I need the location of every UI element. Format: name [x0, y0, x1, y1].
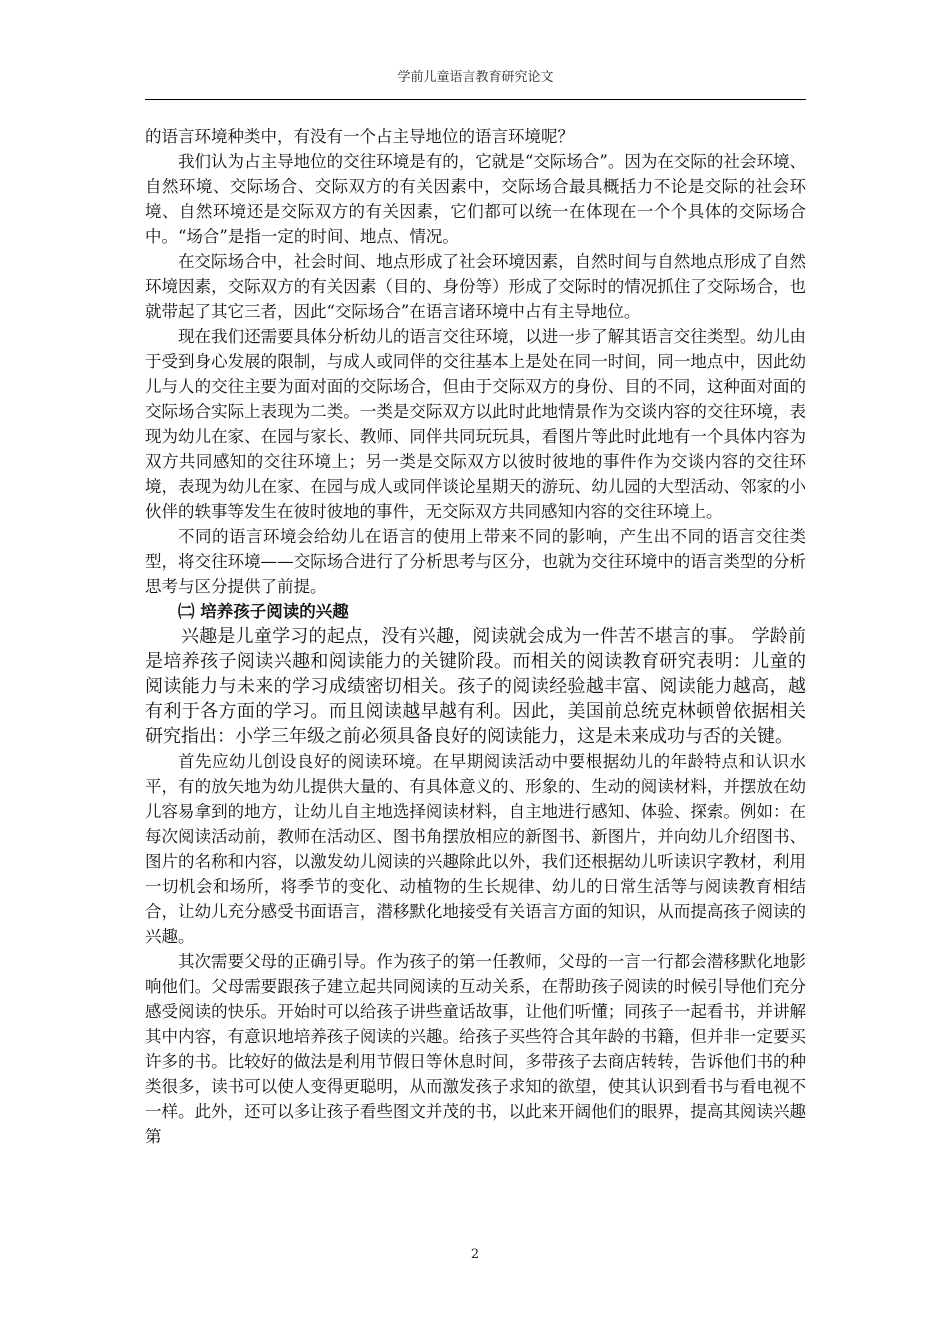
paragraph: 不同的语言环境会给幼儿在语言的使用上带来不同的影响，产生出不同的语言交往类型，将交往环境——交际场合进行了分析思考与区分，也就为交往环境中的语言类型的分析思考与区分提供了前提。: [145, 527, 806, 596]
paragraph: 我们认为占主导地位的交往环境是有的，它就是“交际场合”。因为在交际的社会环境、自然环境、交际场合、交际双方的有关因素中，交际场合最具概括力不论是交际的社会环境、自然环境还是交际双方的有关因素，它们都可以统一在体现在一个个具体的交际场合中。“场合”是指一定的时间、地点、情况。: [145, 152, 806, 246]
paragraph: 在交际场合中，社会时间、地点形成了社会环境因素，自然时间与自然地点形成了自然环境因素，交际双方的有关因素（目的、身份等）形成了交际时的情况抓住了交际场合，也就带起了其它三者，因此“交际场合”在语言诸环境中占有主导地位。: [145, 252, 806, 321]
paragraph: 的语言环境种类中，有没有一个占主导地位的语言环境呢？: [145, 127, 574, 146]
page-header: 学前儿童语言教育研究论文: [397, 70, 554, 85]
header-divider: [145, 99, 806, 100]
paragraph: 兴趣是儿童学习的起点，没有兴趣，阅读就会成为一件苦不堪言的事。 学龄前是培养孩子阅读兴趣和阅读能力的关键阶段。而相关的阅读教育研究表明：儿童的阅读能力与未来的学习成绩密切相关。孩子的阅读经验越丰富、阅读能力越高，越有利于各方面的学习。而且阅读越早越有利。因此，美国前总统克林顿曾依据相关研究指出：小学三年级之前必须具备良好的阅读能力，这是未来成功与否的关键。: [145, 626, 806, 747]
document-body: [145, 124, 806, 1149]
page-number: 2: [470, 1247, 480, 1262]
section-heading: ㈡ 培养孩子阅读的兴趣: [178, 602, 349, 621]
paragraph: 现在我们还需要具体分析幼儿的语言交往环境，以进一步了解其语言交往类型。幼儿由于受到身心发展的限制，与成人或同伴的交往基本上是处在同一时间，同一地点中，因此幼儿与人的交往主要为面对面的交际场合，但由于交际双方的身份、目的不同，这种面对面的交际场合实际上表现为二类。一类是交际双方以此时此地情景作为交谈内容的交往环境，表现为幼儿在家、在园与家长、教师、同伴共同玩玩具，看图片等此时此地有一个具体内容为双方共同感知的交往环境上；另一类是交际双方以彼时彼地的事件作为交谈内容的交往环境，表现为幼儿在家、在园与成人或同伴谈论星期天的游玩、幼儿园的大型活动、邻家的小伙伴的轶事等发生在彼时彼地的事件，无交际双方共同感知内容的交往环境上。: [145, 327, 806, 521]
paragraph: 首先应幼儿创设良好的阅读环境。在早期阅读活动中要根据幼儿的年龄特点和认识水平，有的放矢地为幼儿提供大量的、有具体意义的、形象的、生动的阅读材料，并摆放在幼儿容易拿到的地方，让幼儿自主地选择阅读材料，自主地进行感知、体验、探索。例如：在每次阅读活动前，教师在活动区、图书角摆放相应的新图书、新图片，并向幼儿介绍图书、图片的名称和内容，以激发幼儿阅读的兴趣除此以外，我们还根据幼儿听读识字教材，利用一切机会和场所，将季节的变化、动植物的生长规律、幼儿的日常生活等与阅读教育相结合，让幼儿充分感受书面语言，潜移默化地接受有关语言方面的知识，从而提高孩子阅读的兴趣。: [145, 752, 806, 946]
paragraph: 其次需要父母的正确引导。作为孩子的第一任教师，父母的一言一行都会潜移默化地影响他们。父母需要跟孩子建立起共同阅读的互动关系，在帮助孩子阅读的时候引导他们充分感受阅读的快乐。开始时可以给孩子讲些童话故事，让他们听懂；同孩子一起看书，并讲解其中内容，有意识地培养孩子阅读的兴趣。给孩子买些符合其年龄的书籍，但并非一定要买许多的书。比较好的做法是利用节假日等休息时间，多带孩子去商店转转，告诉他们书的种类很多，读书可以使人变得更聪明，从而激发孩子求知的欲望，使其认识到看书与看电视不一样。此外，还可以多让孩子看些图文并茂的书，以此来开阔他们的眼界，提高其阅读兴趣 第: [145, 952, 806, 1146]
